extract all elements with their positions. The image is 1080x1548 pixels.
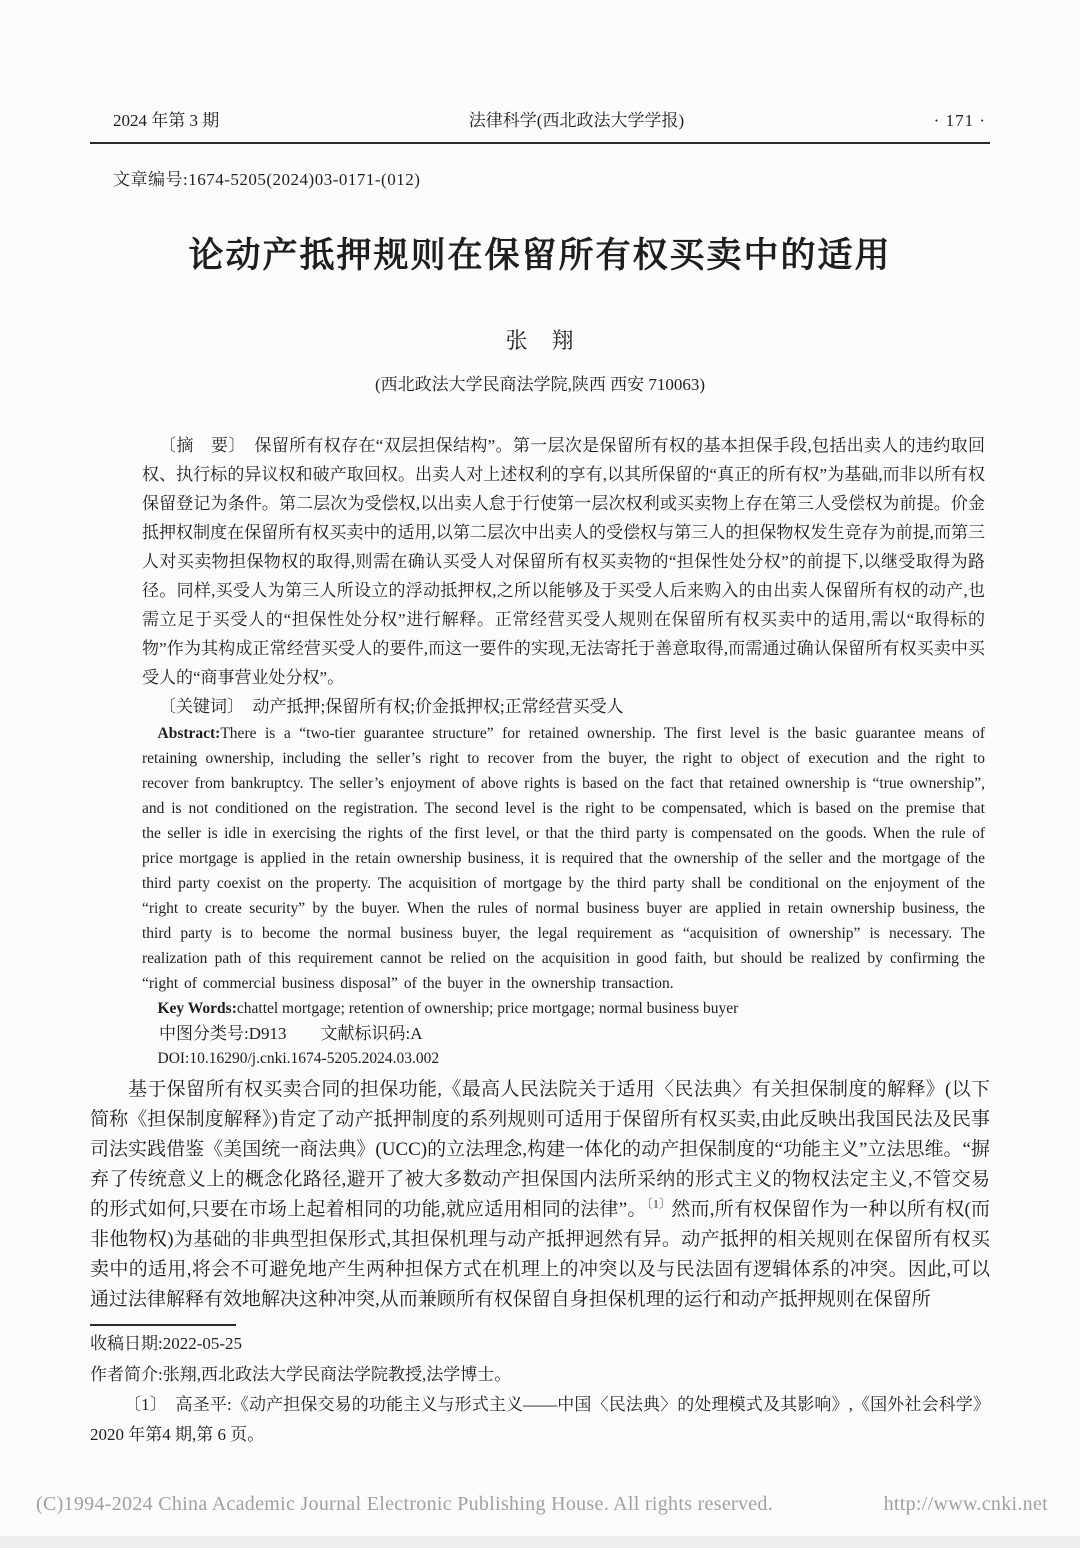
doi-line: DOI:10.16290/j.cnki.1674-5205.2024.03.002 [157, 1050, 440, 1067]
page-number: · 171 · [933, 111, 986, 130]
journal-name: 法律科学(西北政法大学学报) [468, 111, 685, 130]
article-number: 文章编号:1674-5205(2024)03-0171-(012) [113, 170, 421, 189]
keywords-cn-text: 动产抵押;保留所有权;价金抵押权;正常经营买受人 [252, 697, 624, 716]
author-name: 张 翔 [505, 328, 575, 353]
classification-line: 中图分类号:D913 文献标识码:A [159, 1024, 423, 1043]
footnote-divider [90, 1324, 236, 1326]
body-text-part1: 基于保留所有权买卖合同的担保功能,《最高人民法院关于适用〈民法典〉有关担保制度的解释》(以下简称《担保制度解释》)肯定了动产抵押制度的系列规则可适用于保留所有权买卖,由此反映出我国民法及民事司法实践借鉴《美国统一商法典》(UCC)的立法理念,构建一体化的动产担保制度的“功能主义”立法思维。“摒弃了传统意义上的概念化路径,避开了被大多数动产担保国内法所采纳的形式主义的物权法定主义,不管交易的形式如何,只要在市场上起着相同的功能,就应适用相同的法律”。 [90, 1079, 990, 1220]
copyright-text: (C)1994-2024 China Academic Journal Electronic Publishing House. All rights reserved. [36, 1493, 774, 1515]
footnote-reference-mark: 〔1〕 [646, 1196, 672, 1211]
body-text-part2: 然而,所有权保留作为一种以所有权(而非他物权)为基础的非典型担保形式,其担保机理与动产抵押迥然有异。动产抵押的相关规则在保留所有权买卖中的适用,将会不可避免地产生两种担保方式在机理上的冲突以及与民法固有逻辑体系的冲突。因此,可以通过法律解释有效地解决这种冲突,从而兼顾所有权保留自身担保机理的运行和动产抵押规则在保留所 [90, 1199, 991, 1310]
keywords-cn [142, 692, 985, 721]
author-bio: 作者简介:张翔,西北政法大学民商法学院教授,法学博士。 [90, 1365, 512, 1384]
page-footer [36, 1493, 1048, 1516]
footnote-1: 〔1〕 高圣平:《动产担保交易的功能主义与形式主义——中国〈民法典〉的处理模式及其影响》,《国外社会科学》2020 年第4 期,第 6 页。 [90, 1395, 990, 1444]
header-divider [90, 142, 990, 144]
keywords-en-label: Key Words: [157, 1000, 237, 1017]
journal-header [90, 0, 990, 131]
footer-url: http://www.cnki.net [883, 1493, 1048, 1515]
keywords-cn-label: 〔关键词〕 [159, 697, 253, 716]
abstract-en-text: There is a “two-tier guarantee structure” for retained ownership. The first level is the basic guarantee means of retaining ownership, including the seller’s right to recover from the buyer, the right to object of execution and the right to recover from bankruptcy. The seller’s enjoyment of above rights is based on the fact that retained ownership is “true ownership”, and is not conditioned on the registration. The second level is the right to be compensated, which is based on the premise that the seller is idle in exercising the rights of the first level, or that the third party is compensated on the goods. When the rule of price mortgage is applied in the retain ownership business, it is required that the ownership of the seller and the mortgage of the third party coexist on the property. The acquisition of mortgage by the third party shall be conditional on the enjoyment of the “right to create security” by the buyer. When the rules of normal business buyer are applied in retain ownership business, the third party is to become the normal business buyer, the legal requirement as “acquisition of ownership” is necessary. The realization path of this requirement cannot be relied on the acquisition in good faith, but should be realized by confirming the “right of commercial business disposal” of the buyer in the ownership transaction. [142, 725, 985, 992]
abstract-en [142, 721, 985, 996]
abstract-cn-text: 保留所有权存在“双层担保结构”。第一层次是保留所有权的基本担保手段,包括出卖人的违约取回权、执行标的异议权和破产取回权。出卖人对上述权利的享有,以其所保留的“真正的所有权”为基础,而非以所有权保留登记为条件。第二层次为受偿权,以出卖人怠于行使第一层次权利或买卖物上存在第三人受偿权为前提。价金抵押权制度在保留所有权买卖中的适用,以第二层次中出卖人的受偿权与第三人的担保物权发生竞存为前提,而第三人对买卖物担保物权的取得,则需在确认买受人对保留所有权买卖物的“担保性处分权”的前提下,以继受取得为路径。同样,买受人为第三人所设立的浮动抵押权,之所以能够及于买受人后来购入的由出卖人保留所有权的动产,也需立足于买受人的“担保性处分权”进行解释。正常经营买受人规则在保留所有权买卖中的适用,需以“取得标的物”作为其构成正常经营买受人的要件,而这一要件的实现,无法寄托于善意取得,而需通过确认保留所有权买卖中买受人的“商事营业处分权”。 [142, 436, 986, 687]
abstract-cn-label: 〔摘 要〕 [159, 436, 255, 455]
received-date: 收稿日期:2022-05-25 [90, 1334, 243, 1353]
keywords-en-text: chattel mortgage; retention of ownership; price mortgage; normal business buyer [236, 1000, 739, 1017]
issue-label: 2024 年第 3 期 [113, 111, 220, 130]
article-title: 论动产抵押规则在保留所有权买卖中的适用 [188, 236, 892, 275]
abstract-cn [142, 431, 985, 692]
author-affiliation: (西北政法大学民商法学院,陕西 西安 710063) [374, 375, 706, 394]
body-paragraph [90, 1075, 990, 1315]
abstract-block [142, 431, 985, 1071]
scan-edge-strip [0, 1536, 1080, 1548]
abstract-en-label: Abstract: [157, 725, 221, 742]
keywords-en [142, 996, 985, 1021]
